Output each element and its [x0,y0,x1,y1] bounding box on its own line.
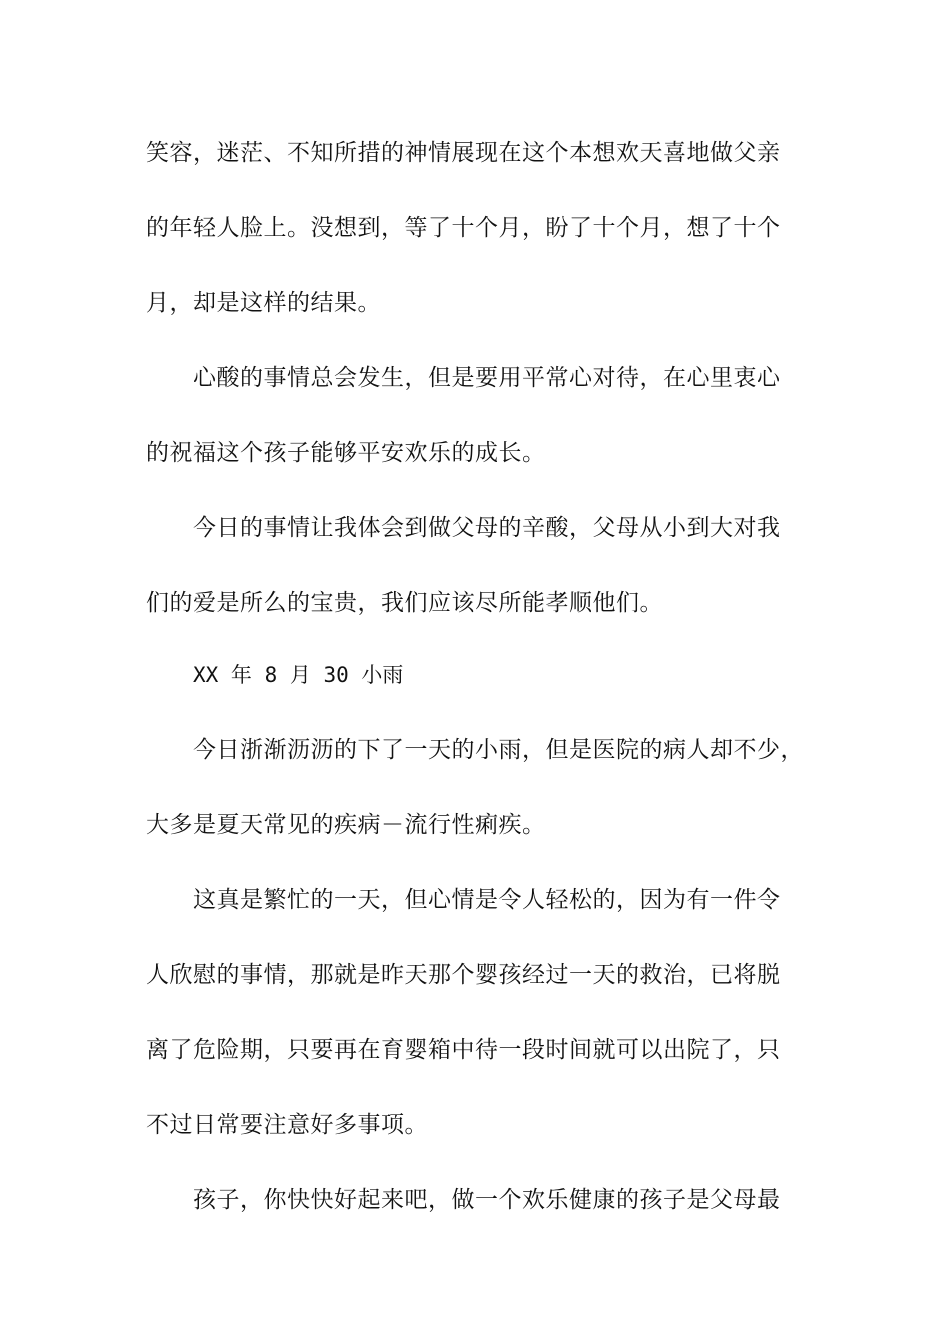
text-line: 们的爱是所么的宝贵，我们应该尽所能孝顺他们。 [146,590,663,616]
text-line: 的年轻人脸上。没想到，等了十个月，盼了十个月，想了十个 [146,215,781,241]
text-line: 月，却是这样的结果。 [146,290,381,316]
paragraph-start-line: 今日浙渐沥沥的下了一天的小雨，但是医院的病人却不少， [193,737,804,763]
text-line: 离了危险期，只要再在育婴箱中待一段时间就可以出院了，只 [146,1037,781,1063]
text-line: 不过日常要注意好多事项。 [146,1112,428,1138]
text-line: 笑容，迷茫、不知所措的神情展现在这个本想欢天喜地做父亲 [146,140,781,166]
text-line: 的祝福这个孩子能够平安欢乐的成长。 [146,440,546,466]
paragraph-start-line: 孩子，你快快好起来吧，做一个欢乐健康的孩子是父母最 [193,1187,781,1213]
paragraph-start-line: 今日的事情让我体会到做父母的辛酸，父母从小到大对我 [193,515,781,541]
paragraph-start-line: 这真是繁忙的一天，但心情是令人轻松的，因为有一件令 [193,887,781,913]
diary-date-heading: XX 年 8 月 30 小雨 [193,663,404,687]
text-line: 人欣慰的事情，那就是昨天那个婴孩经过一天的救治，已将脱 [146,962,781,988]
paragraph-start-line: 心酸的事情总会发生，但是要用平常心对待，在心里衷心 [193,365,781,391]
text-line: 大多是夏天常见的疾病－流行性痢疾。 [146,812,546,838]
